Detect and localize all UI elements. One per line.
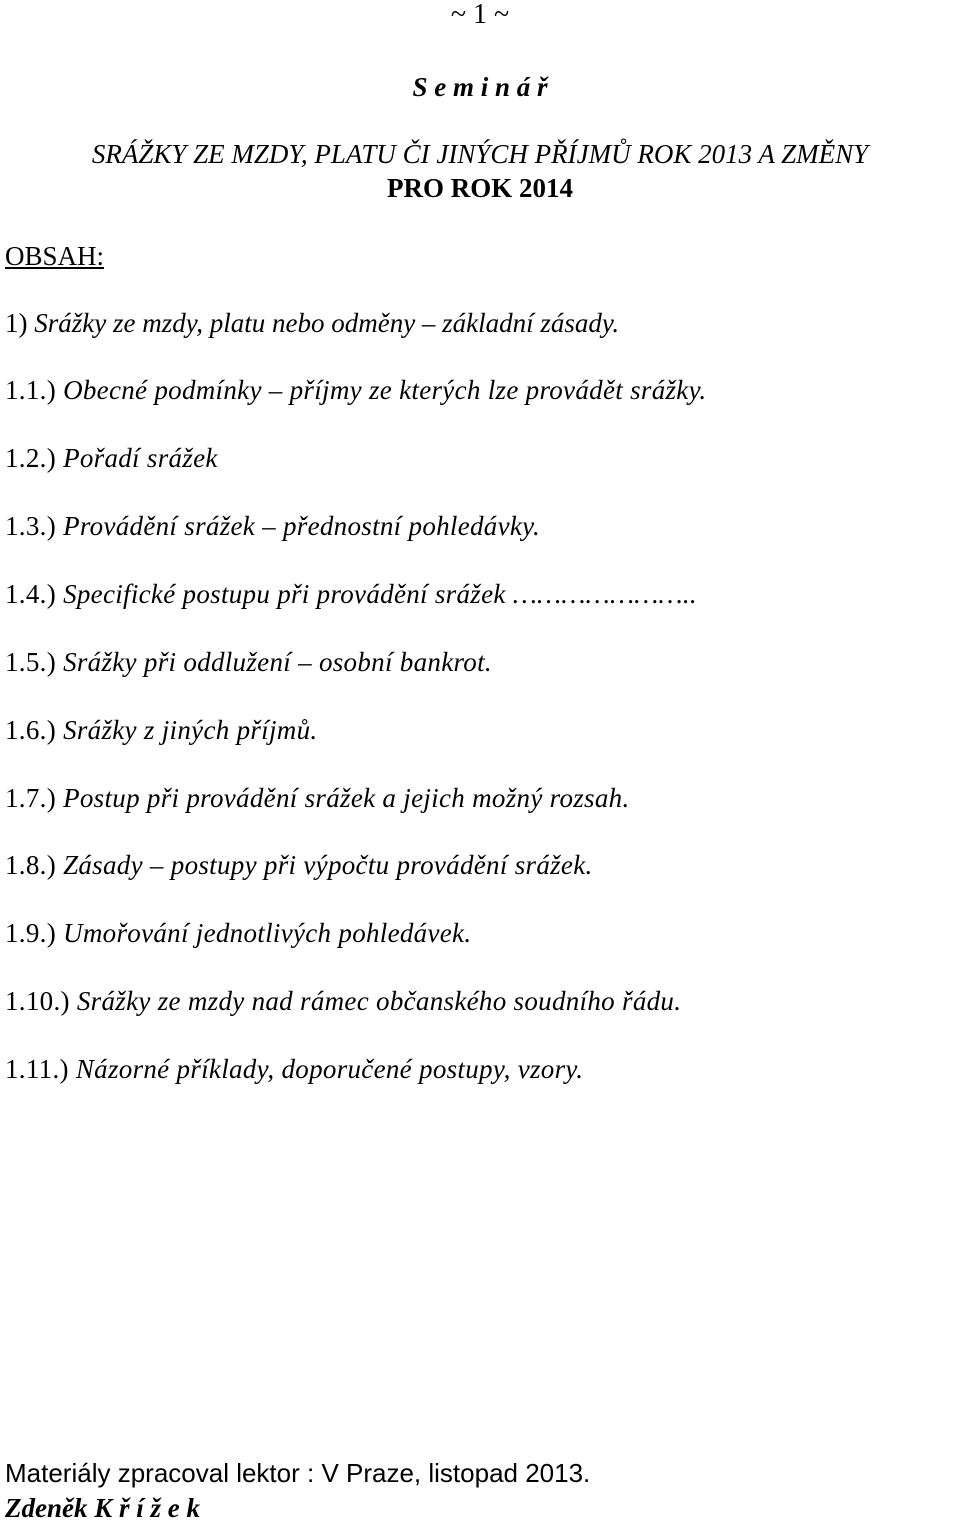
toc-item-number: 1.6.) bbox=[5, 715, 56, 745]
toc-item-text: Srážky z jiných příjmů. bbox=[63, 715, 318, 745]
toc-item-text: Zásady – postupy při výpočtu provádění srážek. bbox=[63, 850, 593, 880]
seminar-heading: S e m i n á ř bbox=[412, 72, 548, 102]
contents-label: OBSAH: bbox=[5, 241, 105, 271]
page-number: ~ 1 ~ bbox=[450, 0, 510, 30]
toc-item-number: 1.9.) bbox=[5, 918, 56, 948]
toc-item-text: Provádění srážek – přednostní pohledávky. bbox=[63, 511, 541, 541]
toc-item bbox=[5, 781, 630, 815]
toc-item-text: Umořování jednotlivých pohledávek. bbox=[63, 918, 472, 948]
toc-item-text: Názorné příklady, doporučené postupy, vzory. bbox=[75, 1054, 584, 1084]
toc-item bbox=[5, 645, 492, 679]
document-title-line-1: SRÁŽKY ZE MZDY, PLATU ČI JINÝCH PŘÍJMŮ ROK 2013 A ZMĚNY bbox=[91, 139, 869, 169]
toc-main-item bbox=[5, 306, 619, 340]
toc-item-text: Pořadí srážek bbox=[63, 443, 218, 473]
toc-item-number: 1.1.) bbox=[5, 375, 56, 405]
toc-item-text: Postup při provádění srážek a jejich možný rozsah. bbox=[63, 783, 630, 813]
toc-item-text: Specifické postupu při provádění srážek ………………….. bbox=[63, 579, 697, 609]
toc-item bbox=[5, 916, 471, 950]
toc-item bbox=[5, 373, 706, 407]
document-title-line-2: PRO ROK 2014 bbox=[387, 173, 573, 203]
toc-item-text: Srážky při oddlužení – osobní bankrot. bbox=[63, 647, 492, 677]
toc-item bbox=[5, 509, 540, 543]
toc-item-number: 1.4.) bbox=[5, 579, 56, 609]
footer-author-date: Materiály zpracoval lektor : V Praze, listopad 2013. bbox=[5, 1458, 591, 1488]
toc-item-number: 1.5.) bbox=[5, 647, 56, 677]
toc-item bbox=[5, 1052, 583, 1086]
toc-item-text: Obecné podmínky – příjmy ze kterých lze provádět srážky. bbox=[63, 375, 707, 405]
toc-item-number: 1.7.) bbox=[5, 783, 56, 813]
toc-item-text: Srážky ze mzdy nad rámec občanského soudního řádu. bbox=[76, 986, 682, 1016]
toc-item-number: 1.3.) bbox=[5, 511, 56, 541]
toc-item bbox=[5, 848, 593, 882]
toc-item bbox=[5, 577, 697, 611]
toc-item bbox=[5, 713, 317, 747]
footer-author-name: Zdeněk K ř í ž e k bbox=[5, 1493, 200, 1523]
toc-item bbox=[5, 984, 681, 1018]
toc-item-number: 1.10.) bbox=[5, 986, 70, 1016]
toc-main-number: 1) bbox=[5, 308, 28, 338]
toc-item bbox=[5, 441, 218, 475]
toc-main-text: Srážky ze mzdy, platu nebo odměny – základní zásady. bbox=[34, 308, 620, 338]
toc-item-number: 1.8.) bbox=[5, 850, 56, 880]
toc-item-number: 1.11.) bbox=[5, 1054, 69, 1084]
toc-item-number: 1.2.) bbox=[5, 443, 56, 473]
